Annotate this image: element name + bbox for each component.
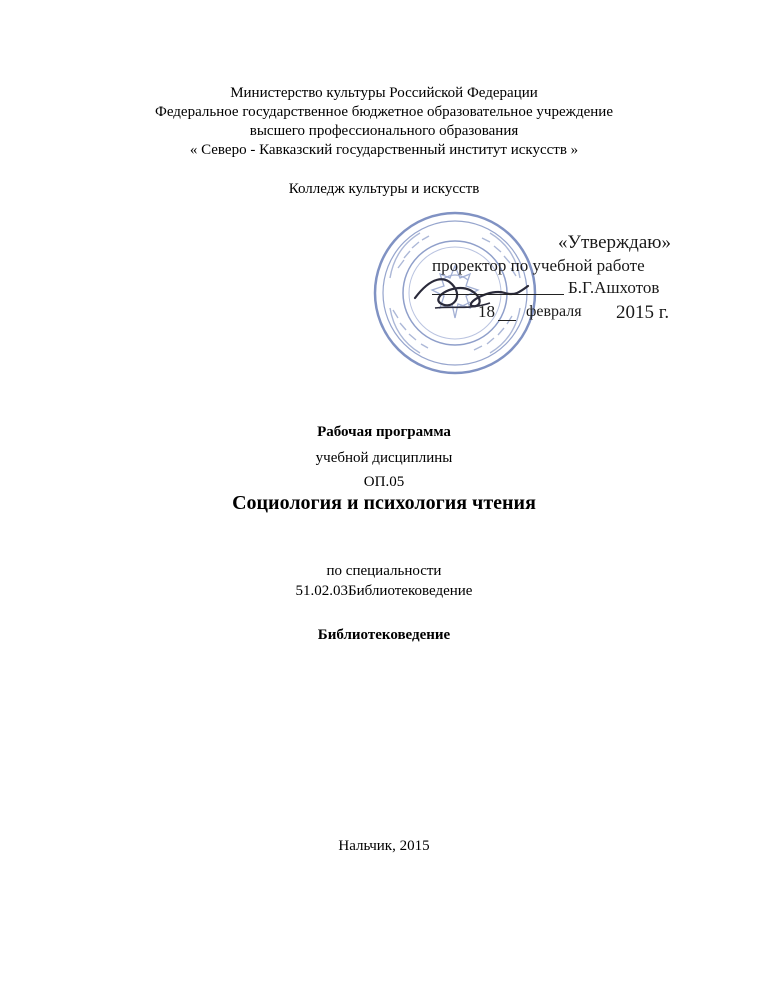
approver-position: проректор по учебной работе: [432, 256, 645, 275]
day-underline: [498, 320, 516, 321]
program-subheading: учебной дисциплины: [315, 450, 453, 466]
approval-month: февраля: [526, 303, 582, 320]
ministry-line: Министерство культуры Российской Федерации: [230, 85, 538, 101]
profile-name: Библиотековедение: [317, 627, 451, 643]
approver-name: Б.Г.Ашхотов: [568, 278, 660, 297]
signature-line: [432, 274, 564, 295]
approve-label: «Утверждаю»: [558, 232, 671, 253]
specialty-label: по специальности: [326, 563, 442, 579]
institute-name-line: « Северо - Кавказский государственный институт искусств »: [189, 142, 579, 158]
place-and-year: Нальчик, 2015: [338, 838, 430, 854]
education-level-line: высшего профессионального образования: [249, 123, 519, 139]
program-heading: Рабочая программа: [317, 424, 451, 440]
approval-day: 18: [478, 302, 495, 321]
institution-type-line: Федеральное государственное бюджетное образовательное учреждение: [154, 104, 613, 120]
discipline-title: Социология и психология чтения: [232, 492, 536, 514]
specialty-code: 51.02.03Библиотековедение: [295, 583, 473, 599]
college-name: Колледж культуры и искусств: [288, 181, 480, 197]
approval-block: [370, 208, 710, 378]
discipline-code: ОП.05: [363, 474, 405, 490]
approval-year: 2015 г.: [616, 302, 670, 323]
